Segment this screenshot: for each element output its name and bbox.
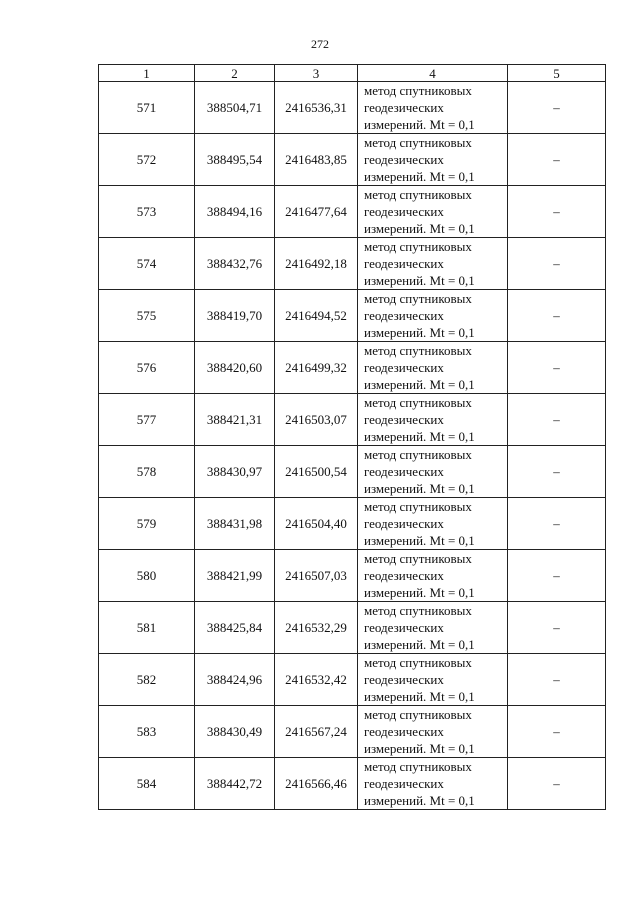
method-line-1: метод спутниковых [364,551,472,566]
method-line-2: геодезических [364,620,444,635]
method-line-2: геодезических [364,360,444,375]
y-coordinate: 2416567,24 [285,723,347,739]
point-number-cell [99,394,195,446]
method-line-2: геодезических [364,152,444,167]
y-coordinate-cell [275,602,358,654]
note-cell [508,498,606,550]
y-coordinate: 2416492,18 [285,255,347,271]
method-line-3: измерений. Mt = 0,1 [364,221,475,236]
point-number-cell [99,446,195,498]
method-cell [358,446,508,498]
method-line-1: метод спутниковых [364,707,472,722]
x-coordinate: 388495,54 [206,151,263,167]
y-coordinate: 2416477,64 [285,203,347,219]
table-row [99,290,606,342]
y-coordinate-cell [275,342,358,394]
table-row [99,446,606,498]
note-cell [508,602,606,654]
y-coordinate: 2416494,52 [285,307,347,323]
x-coordinate: 388425,84 [206,619,263,635]
method-cell [358,186,508,238]
table-row [99,550,606,602]
point-number-cell [99,342,195,394]
method-line-2: геодезических [364,724,444,739]
table-row [99,498,606,550]
note-dash: – [553,255,560,271]
y-coordinate-cell [275,446,358,498]
method-line-1: метод спутниковых [364,603,472,618]
point-number-cell [99,82,195,134]
page-number: 272 [311,37,329,51]
method-cell [358,758,508,810]
table-row [99,82,606,134]
method-cell [358,238,508,290]
x-coordinate-cell [195,446,275,498]
table-row [99,134,606,186]
method-line-2: геодезических [364,568,444,583]
method-line-1: метод спутниковых [364,343,472,358]
x-coordinate: 388442,72 [206,775,263,791]
point-number: 575 [136,307,157,323]
method-line-1: метод спутниковых [364,187,472,202]
note-dash: – [553,203,560,219]
method-line-3: измерений. Mt = 0,1 [364,481,475,496]
x-coordinate-cell [195,82,275,134]
x-coordinate-cell [195,186,275,238]
x-coordinate-cell [195,758,275,810]
header-col-3: 3 [275,65,358,82]
method-cell [358,134,508,186]
y-coordinate: 2416532,29 [285,619,347,635]
x-coordinate: 388430,97 [206,463,263,479]
header-col-2: 2 [195,65,275,82]
x-coordinate-cell [195,394,275,446]
method-line-2: геодезических [364,256,444,271]
note-dash: – [553,723,560,739]
x-coordinate: 388432,76 [206,255,263,271]
method-line-2: геодезических [364,204,444,219]
method-cell [358,550,508,602]
y-coordinate-cell [275,134,358,186]
y-coordinate-cell [275,706,358,758]
method-line-3: измерений. Mt = 0,1 [364,273,475,288]
note-dash: – [553,359,560,375]
x-coordinate-cell [195,706,275,758]
y-coordinate: 2416500,54 [285,463,347,479]
point-number-cell [99,238,195,290]
x-coordinate: 388431,98 [206,515,263,531]
x-coordinate: 388421,99 [206,567,263,583]
point-number-cell [99,654,195,706]
table-row [99,394,606,446]
note-cell [508,186,606,238]
point-number: 583 [136,723,157,739]
note-cell [508,290,606,342]
point-number: 574 [136,255,157,271]
note-dash: – [553,151,560,167]
y-coordinate: 2416532,42 [285,671,347,687]
y-coordinate-cell [275,654,358,706]
x-coordinate-cell [195,290,275,342]
method-cell [358,82,508,134]
method-line-2: геодезических [364,776,444,791]
note-dash: – [553,567,560,583]
y-coordinate-cell [275,238,358,290]
method-line-2: геодезических [364,464,444,479]
point-number-cell [99,290,195,342]
method-cell [358,290,508,342]
table-row [99,342,606,394]
point-number: 572 [136,151,157,167]
table-body [99,82,606,810]
point-number-cell [99,186,195,238]
y-coordinate: 2416499,32 [285,359,347,375]
y-coordinate-cell [275,550,358,602]
point-number-cell [99,706,195,758]
method-line-1: метод спутниковых [364,239,472,254]
x-coordinate: 388494,16 [206,203,263,219]
note-dash: – [553,99,560,115]
method-cell [358,342,508,394]
method-line-1: метод спутниковых [364,291,472,306]
method-line-3: измерений. Mt = 0,1 [364,117,475,132]
x-coordinate: 388424,96 [206,671,263,687]
point-number: 582 [136,671,157,687]
note-dash: – [553,619,560,635]
y-coordinate-cell [275,758,358,810]
method-line-3: измерений. Mt = 0,1 [364,585,475,600]
method-cell [358,654,508,706]
point-number-cell [99,498,195,550]
note-cell [508,238,606,290]
y-coordinate-cell [275,186,358,238]
coordinates-table [98,64,606,810]
method-line-3: измерений. Mt = 0,1 [364,325,475,340]
y-coordinate: 2416503,07 [285,411,347,427]
y-coordinate-cell [275,82,358,134]
note-dash: – [553,515,560,531]
method-line-3: измерений. Mt = 0,1 [364,533,475,548]
note-cell [508,82,606,134]
point-number-cell [99,550,195,602]
y-coordinate: 2416504,40 [285,515,347,531]
y-coordinate: 2416536,31 [285,99,347,115]
x-coordinate-cell [195,654,275,706]
method-line-3: измерений. Mt = 0,1 [364,169,475,184]
method-line-2: геодезических [364,412,444,427]
method-line-2: геодезических [364,100,444,115]
x-coordinate-cell [195,602,275,654]
point-number: 581 [136,619,157,635]
point-number-cell [99,602,195,654]
point-number: 576 [136,359,157,375]
header-col-4: 4 [358,65,508,82]
table-row [99,186,606,238]
note-dash: – [553,463,560,479]
header-col-5: 5 [508,65,606,82]
note-dash: – [553,775,560,791]
note-dash: – [553,411,560,427]
point-number-cell [99,134,195,186]
method-line-2: геодезических [364,516,444,531]
note-cell [508,134,606,186]
method-cell [358,706,508,758]
method-line-1: метод спутниковых [364,83,472,98]
point-number: 584 [136,775,157,791]
y-coordinate: 2416566,46 [285,775,347,791]
y-coordinate-cell [275,394,358,446]
note-cell [508,550,606,602]
note-dash: – [553,671,560,687]
x-coordinate-cell [195,550,275,602]
method-line-2: геодезических [364,672,444,687]
y-coordinate-cell [275,498,358,550]
x-coordinate-cell [195,134,275,186]
method-line-1: метод спутниковых [364,759,472,774]
x-coordinate: 388419,70 [206,307,263,323]
note-cell [508,446,606,498]
table-row [99,238,606,290]
y-coordinate: 2416507,03 [285,567,347,583]
x-coordinate-cell [195,238,275,290]
method-line-3: измерений. Mt = 0,1 [364,377,475,392]
method-line-3: измерений. Mt = 0,1 [364,637,475,652]
method-line-3: измерений. Mt = 0,1 [364,689,475,704]
x-coordinate: 388420,60 [206,359,263,375]
y-coordinate-cell [275,290,358,342]
note-cell [508,342,606,394]
note-cell [508,706,606,758]
note-dash: – [553,307,560,323]
table-row [99,758,606,810]
x-coordinate: 388421,31 [206,411,263,427]
point-number: 578 [136,463,157,479]
table-row [99,706,606,758]
method-cell [358,602,508,654]
method-line-1: метод спутниковых [364,135,472,150]
header-col-1: 1 [99,65,195,82]
x-coordinate: 388430,49 [206,723,263,739]
method-line-1: метод спутниковых [364,447,472,462]
point-number: 571 [136,99,157,115]
method-line-3: измерений. Mt = 0,1 [364,793,475,808]
x-coordinate: 388504,71 [206,99,263,115]
point-number-cell [99,758,195,810]
header-row [99,65,606,82]
point-number: 580 [136,567,157,583]
method-line-3: измерений. Mt = 0,1 [364,429,475,444]
table-row [99,654,606,706]
method-line-3: измерений. Mt = 0,1 [364,741,475,756]
point-number: 577 [136,411,157,427]
y-coordinate: 2416483,85 [285,151,347,167]
method-cell [358,498,508,550]
table-header [99,65,606,82]
note-cell [508,654,606,706]
method-line-1: метод спутниковых [364,395,472,410]
table-row [99,602,606,654]
note-cell [508,394,606,446]
method-cell [358,394,508,446]
point-number: 579 [136,515,157,531]
method-line-2: геодезических [364,308,444,323]
point-number: 573 [136,203,157,219]
x-coordinate-cell [195,498,275,550]
x-coordinate-cell [195,342,275,394]
note-cell [508,758,606,810]
method-line-1: метод спутниковых [364,655,472,670]
method-line-1: метод спутниковых [364,499,472,514]
